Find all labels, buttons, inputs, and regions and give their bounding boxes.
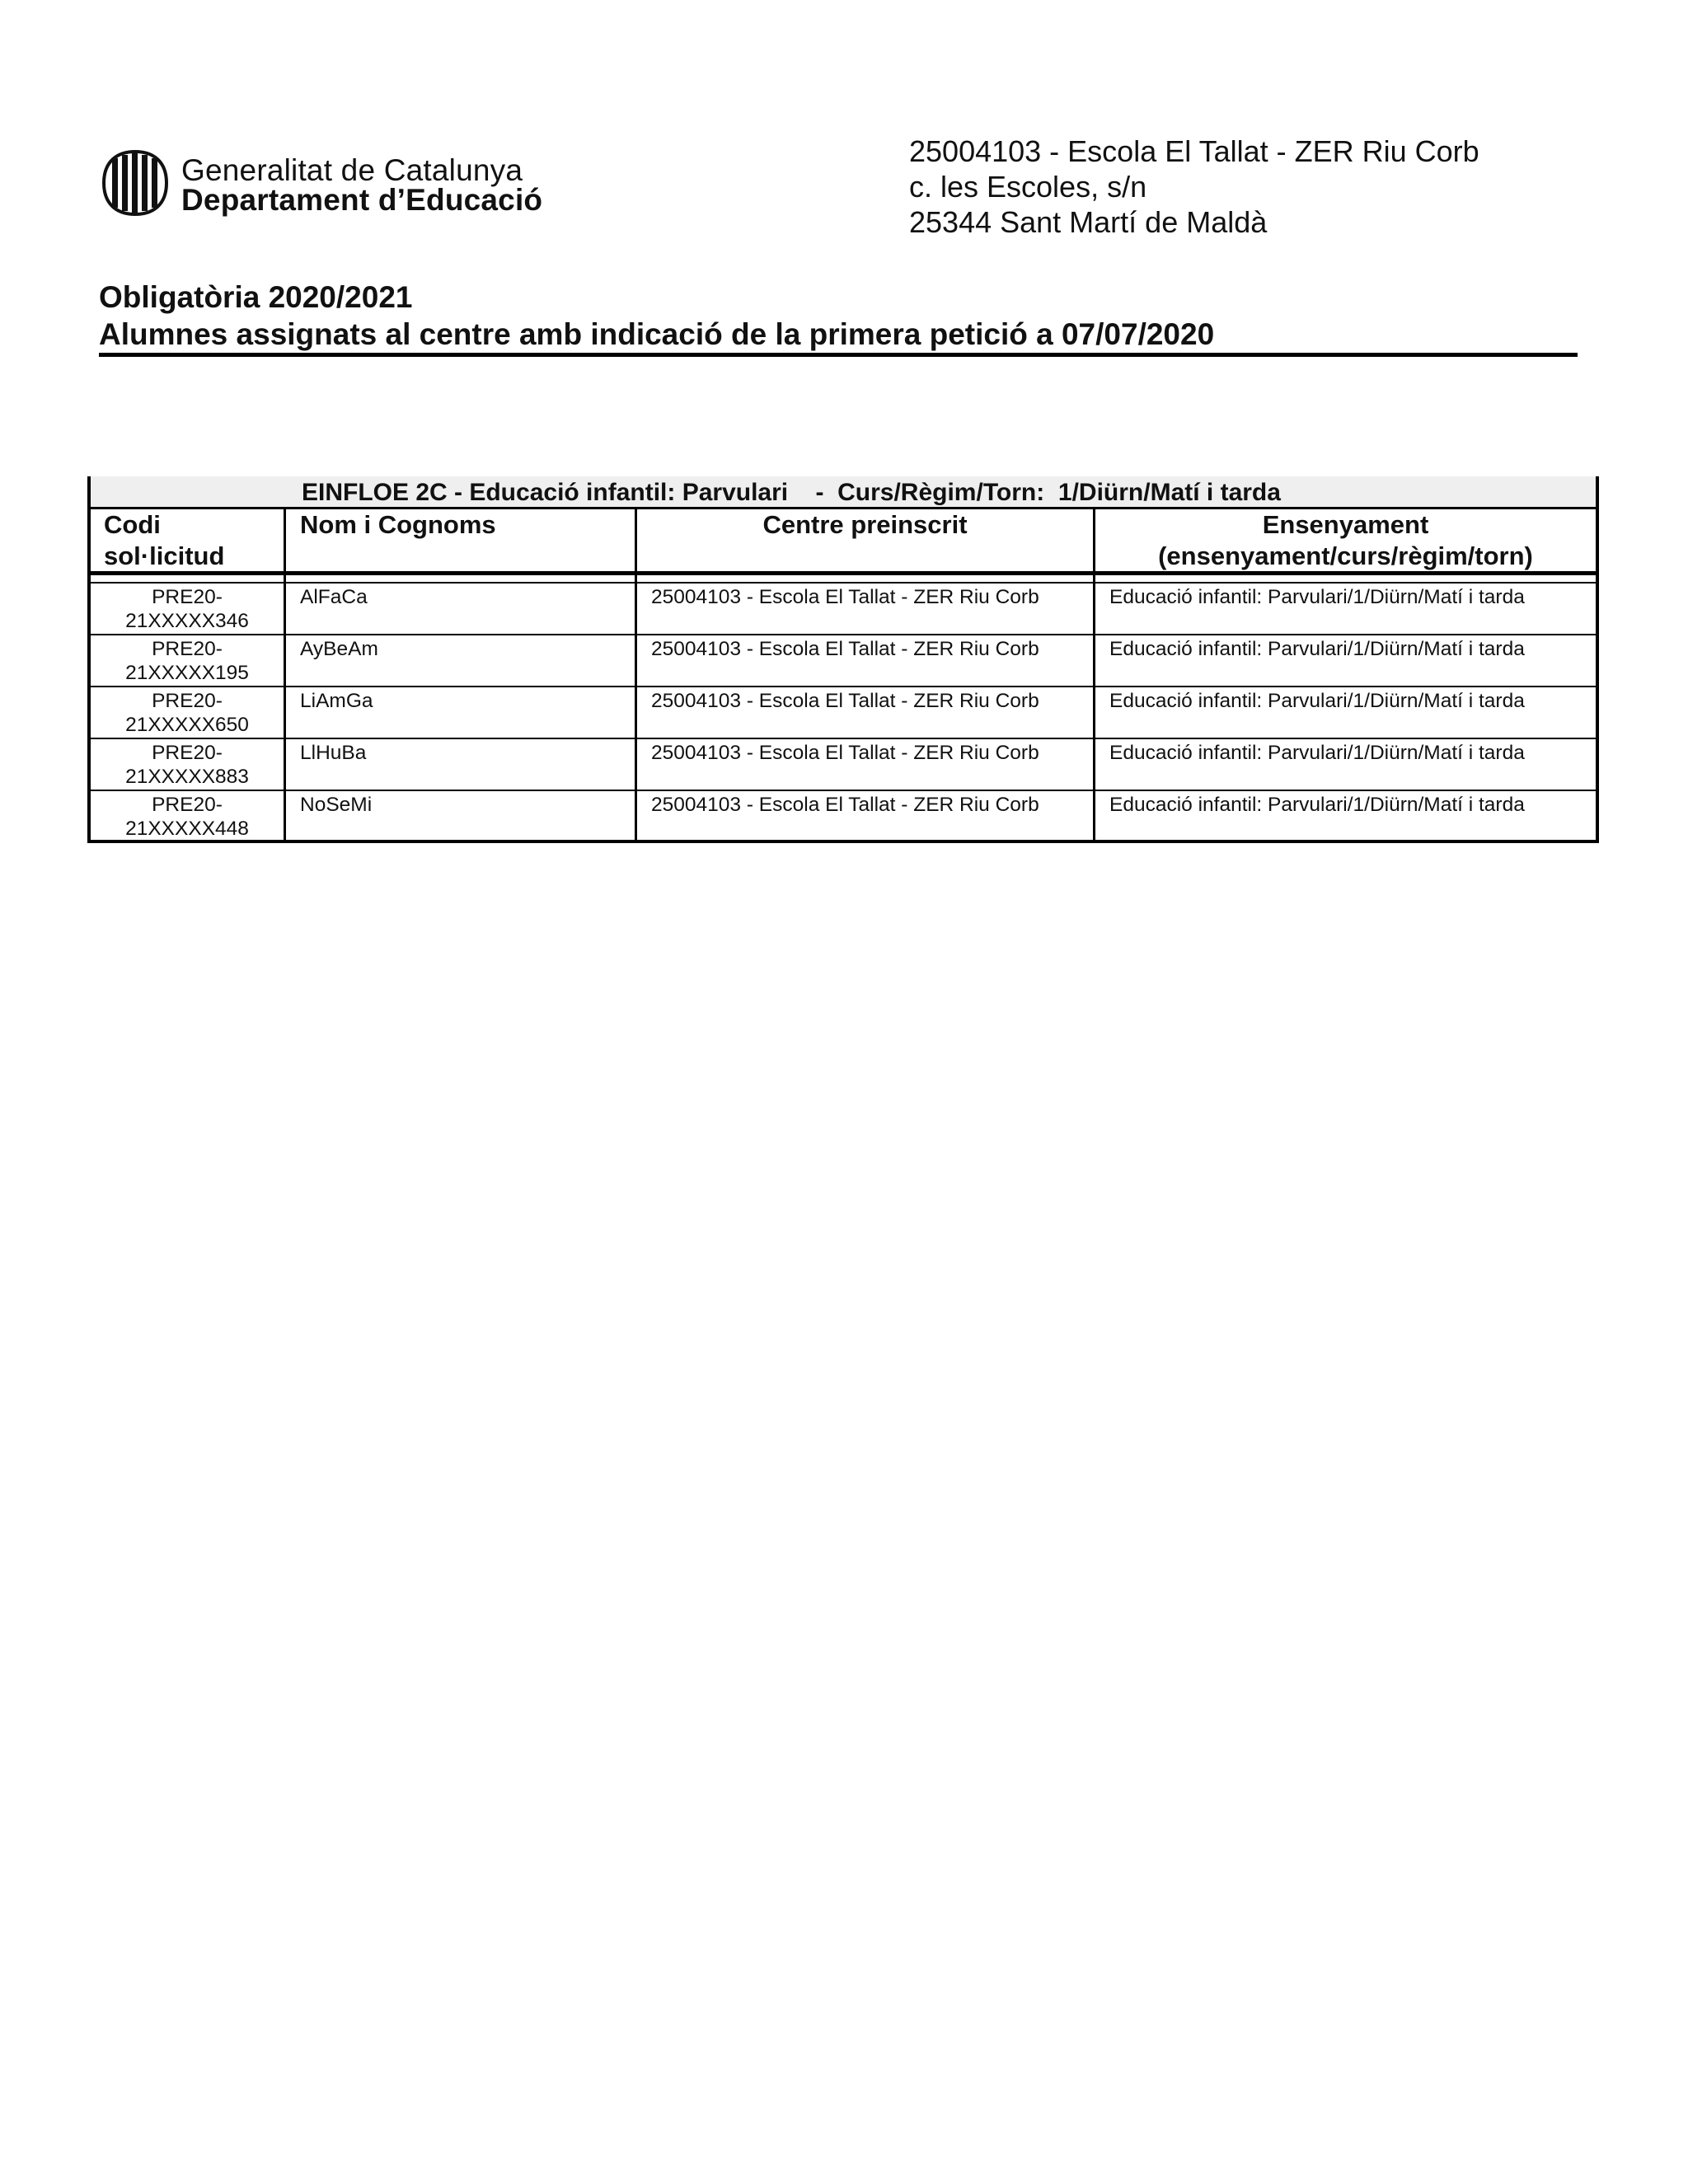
spacer-cell	[91, 575, 286, 582]
cell-code-line1: PRE20-	[152, 794, 223, 816]
cell-ensenyament: Educació infantil: Parvulari/1/Diürn/Matí i tarda	[1109, 586, 1525, 608]
cell-code-line1: PRE20-	[152, 690, 223, 712]
column-header-code-line2: sol·licitud	[104, 541, 225, 570]
logo-department-name: Departament d’Educació	[181, 183, 543, 217]
cell-code	[91, 791, 286, 840]
cell-code-line2: 21XXXXX195	[125, 662, 249, 684]
generalitat-logo	[101, 150, 612, 216]
table-column-headers	[87, 509, 1599, 575]
column-header-ensenyament	[1095, 509, 1596, 571]
column-header-name	[286, 509, 637, 571]
cell-code	[91, 739, 286, 790]
cell-centre: 25004103 - Escola El Tallat - ZER Riu Corb	[637, 635, 1095, 686]
cell-code	[91, 687, 286, 738]
cell-name: LlHuBa	[286, 739, 637, 790]
cell-code-line1: PRE20-	[152, 586, 223, 608]
cell-code-line1: PRE20-	[152, 638, 223, 660]
cell-ensenyament: Educació infantil: Parvulari/1/Diürn/Matí i tarda	[1109, 638, 1525, 660]
cell-name: LiAmGa	[286, 687, 637, 738]
table-row	[87, 739, 1599, 791]
spacer-cell	[637, 575, 1095, 582]
report-year: Obligatòria 2020/2021	[99, 280, 413, 314]
cell-centre: 25004103 - Escola El Tallat - ZER Riu Corb	[637, 583, 1095, 634]
school-address	[909, 134, 1479, 240]
cell-code	[91, 635, 286, 686]
spacer-cell	[1095, 575, 1596, 582]
table-row	[87, 687, 1599, 739]
school-city: 25344 Sant Martí de Maldà	[909, 205, 1268, 239]
cell-ensenyament: Educació infantil: Parvulari/1/Diürn/Matí i tarda	[1109, 794, 1525, 816]
report-title	[99, 279, 1578, 357]
table-row	[87, 635, 1599, 687]
table-group-header	[87, 476, 1599, 509]
table-row	[87, 583, 1599, 635]
report-subtitle: Alumnes assignats al centre amb indicació de la primera petició a 07/07/2020	[99, 317, 1215, 351]
school-street: c. les Escoles, s/n	[909, 170, 1147, 204]
school-name: 25004103 - Escola El Tallat - ZER Riu Corb	[909, 134, 1479, 168]
cell-code-line2: 21XXXXX883	[125, 766, 249, 788]
generalitat-emblem-icon	[101, 150, 170, 216]
column-header-name-line1: Nom i Cognoms	[300, 510, 496, 539]
cell-code-line2: 21XXXXX448	[125, 818, 249, 840]
cell-code-line2: 21XXXXX346	[125, 610, 249, 632]
cell-name: AyBeAm	[286, 635, 637, 686]
cell-centre: 25004103 - Escola El Tallat - ZER Riu Corb	[637, 739, 1095, 790]
column-header-centre	[637, 509, 1095, 571]
cell-centre: 25004103 - Escola El Tallat - ZER Riu Corb	[637, 791, 1095, 840]
assigned-students-table	[87, 476, 1599, 843]
cell-code	[91, 583, 286, 634]
cell-name: AlFaCa	[286, 583, 637, 634]
cell-ensenyament: Educació infantil: Parvulari/1/Diürn/Matí i tarda	[1109, 690, 1525, 712]
column-header-code	[91, 509, 286, 571]
table-body	[87, 583, 1599, 843]
table-row	[87, 791, 1599, 843]
cell-ensenyament: Educació infantil: Parvulari/1/Diürn/Matí i tarda	[1109, 742, 1525, 764]
table-spacer-row	[87, 575, 1599, 583]
column-header-ensenyament-line1: Ensenyament	[1262, 510, 1429, 539]
column-header-ensenyament-line2: (ensenyament/curs/règim/torn)	[1158, 541, 1533, 570]
cell-code-line1: PRE20-	[152, 742, 223, 764]
cell-name: NoSeMi	[286, 791, 637, 840]
spacer-cell	[286, 575, 637, 582]
column-header-centre-line1: Centre preinscrit	[762, 510, 968, 539]
group-label: EINFLOE 2C - Educació infantil: Parvulari - Curs/Règim/Torn: 1/Diürn/Matí i tarda	[302, 479, 1281, 506]
cell-code-line2: 21XXXXX650	[125, 714, 249, 736]
cell-centre: 25004103 - Escola El Tallat - ZER Riu Corb	[637, 687, 1095, 738]
column-header-code-line1: Codi	[104, 510, 161, 539]
logo-organization-name: Generalitat de Catalunya	[181, 153, 523, 187]
